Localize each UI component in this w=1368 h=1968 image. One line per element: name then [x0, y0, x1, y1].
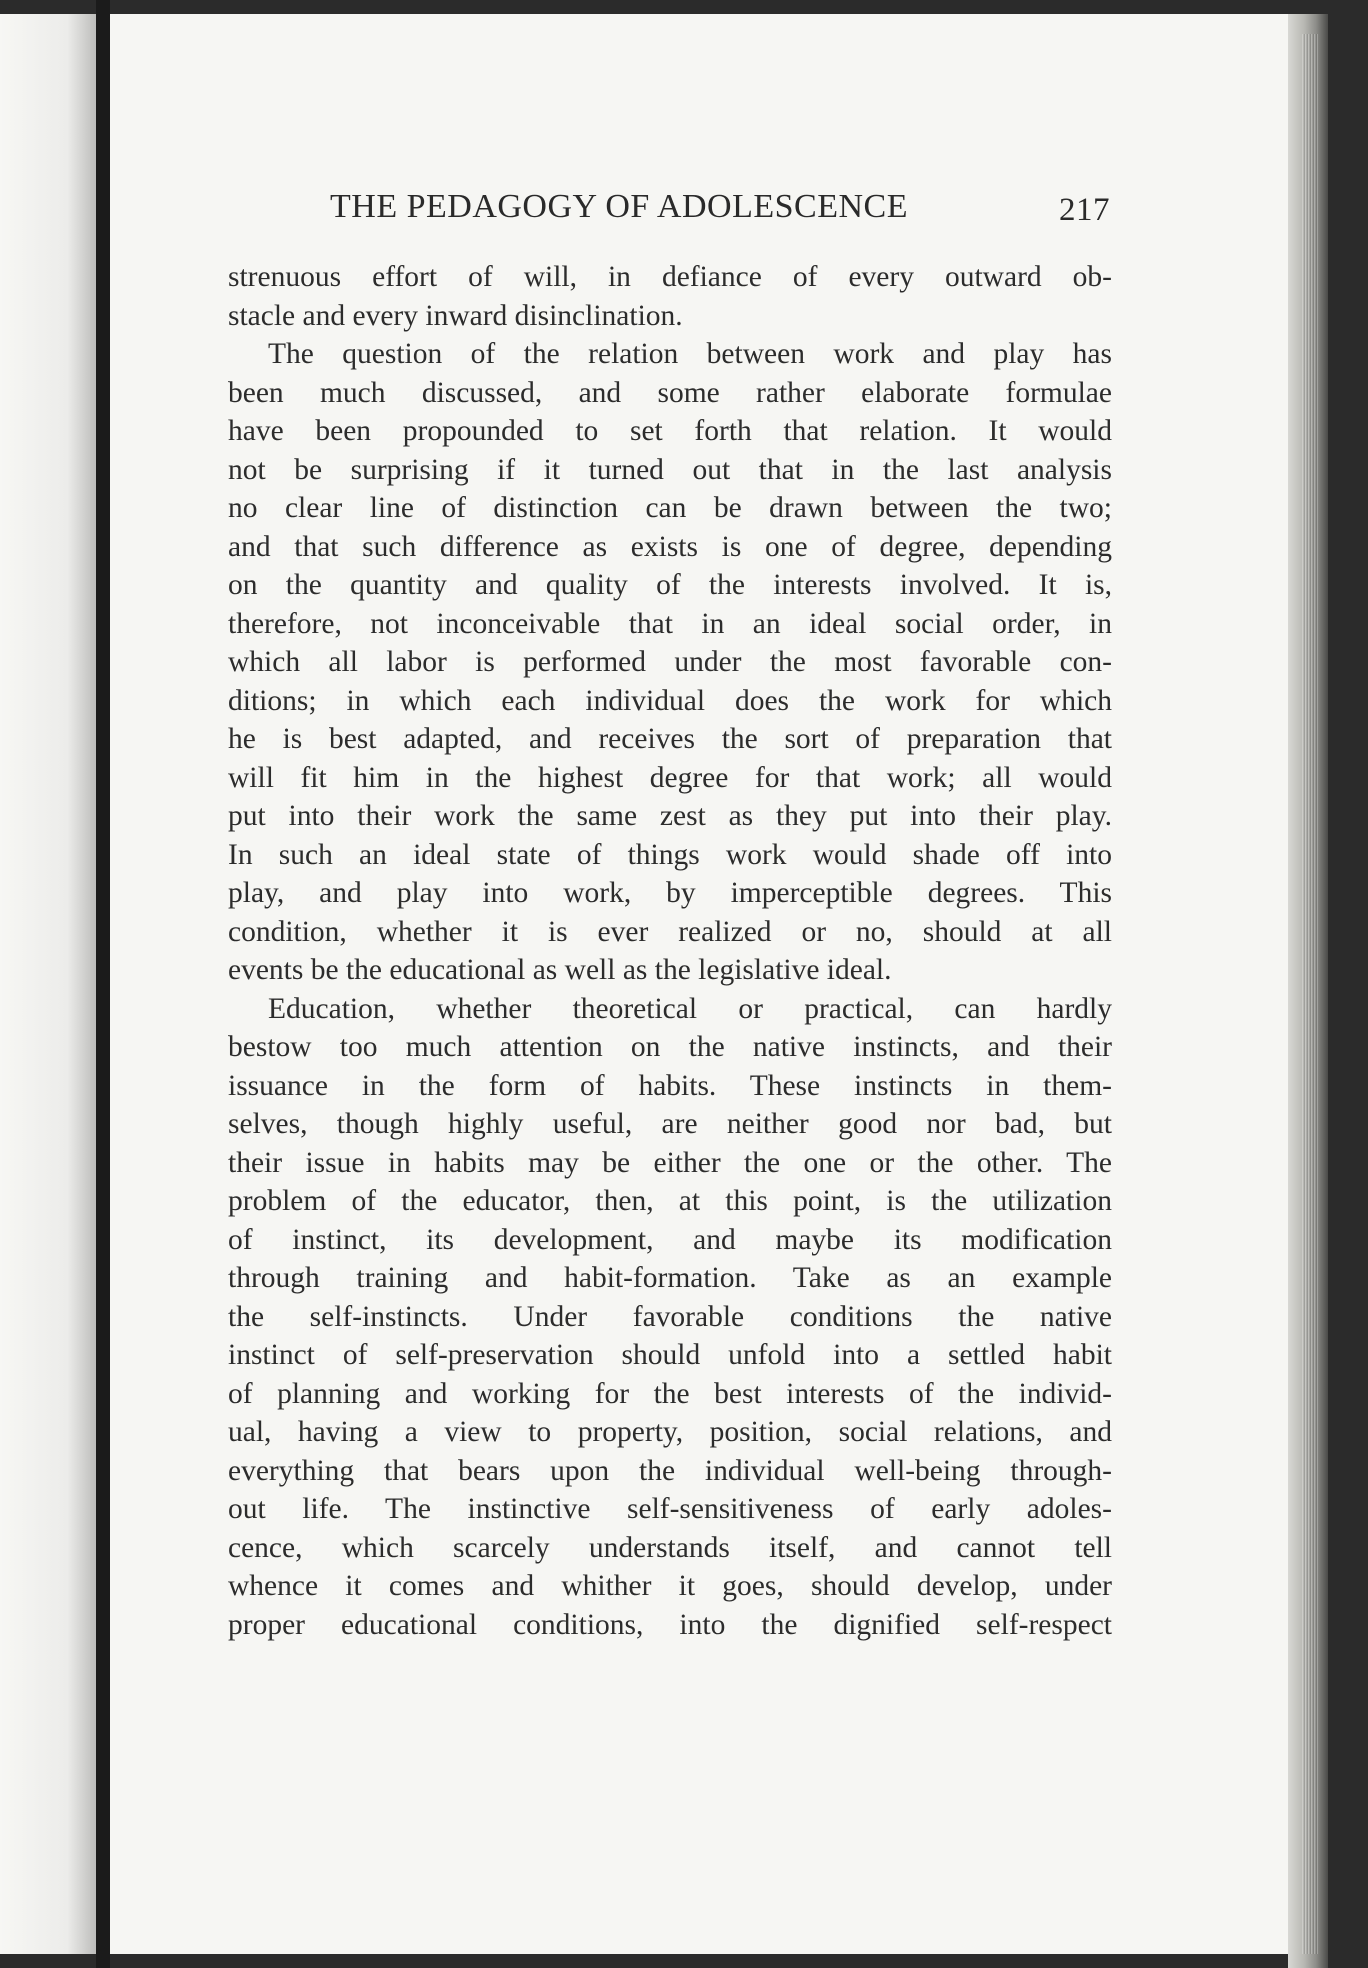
text-line: the self-instincts. Under favorable conditions the native — [228, 1300, 1112, 1333]
text-line: whence it comes and whither it goes, should develop, under — [228, 1570, 1112, 1602]
text-line: out life. The instinctive self-sensitiveness of early adoles- — [228, 1493, 1112, 1525]
text-line: The question of the relation between work and play has — [268, 338, 1112, 370]
left-page-edge — [0, 14, 96, 1954]
text-line: and that such difference as exists is one of degree, depending — [228, 530, 1112, 563]
text-line: problem of the educator, then, at this point, is the utilization — [228, 1185, 1112, 1217]
page-header — [330, 188, 1110, 238]
book-gutter — [96, 0, 110, 1968]
text-line: have been propounded to set forth that relation. It would — [228, 415, 1112, 447]
page-stack-edge — [1288, 14, 1328, 1968]
text-line: through training and habit-formation. Take as an example — [228, 1262, 1112, 1294]
text-line: strenuous effort of will, in defiance of every outward ob- — [228, 261, 1112, 293]
text-line: Education, whether theoretical or practical, can hardly — [268, 992, 1112, 1025]
text-line: issuance in the form of habits. These instincts in them- — [228, 1069, 1112, 1102]
text-line: no clear line of distinction can be drawn between the two; — [228, 492, 1112, 524]
page-stack-lines — [1302, 34, 1318, 1954]
text-line: In such an ideal state of things work would shade off into — [228, 838, 1112, 871]
text-line: on the quantity and quality of the interests involved. It is, — [228, 569, 1112, 601]
text-line: which all labor is performed under the most favorable con- — [228, 646, 1112, 678]
text-line: not be surprising if it turned out that in the last analysis — [228, 453, 1112, 486]
text-line: ual, having a view to property, position, social relations, and — [228, 1416, 1112, 1448]
text-line: play, and play into work, by imperceptible degrees. This — [228, 877, 1112, 909]
body-text — [228, 258, 1112, 1644]
text-line: their issue in habits may be either the one or the other. The — [228, 1146, 1112, 1179]
text-line: selves, though highly useful, are neither good nor bad, but — [228, 1108, 1112, 1140]
running-title: THE PEDAGOGY OF ADOLESCENCE — [330, 188, 908, 225]
text-line: stacle and every inward disinclination. — [228, 299, 683, 332]
text-line: bestow too much attention on the native instincts, and their — [228, 1031, 1112, 1063]
text-line: cence, which scarcely understands itself, and cannot tell — [228, 1531, 1112, 1564]
text-line: ditions; in which each individual does the work for which — [228, 684, 1112, 717]
text-line: condition, whether it is ever realized or no, should at all — [228, 915, 1112, 948]
left-page-shading — [0, 14, 96, 1954]
text-line: proper educational conditions, into the dignified self-respect — [228, 1608, 1112, 1641]
text-line: everything that bears upon the individual well-being through- — [228, 1454, 1112, 1487]
text-line: of instinct, its development, and maybe its modification — [228, 1223, 1112, 1256]
text-line: events be the educational as well as the legislative ideal. — [228, 954, 892, 986]
text-line: been much discussed, and some rather elaborate formulae — [228, 376, 1112, 409]
text-line: put into their work the same zest as they put into their play. — [228, 800, 1112, 832]
page-number: 217 — [1059, 192, 1110, 228]
text-line: will fit him in the highest degree for that work; all would — [228, 761, 1112, 794]
text-line: of planning and working for the best interests of the individ- — [228, 1377, 1112, 1410]
text-line: therefore, not inconceivable that in an ideal social order, in — [228, 607, 1112, 640]
text-line: he is best adapted, and receives the sort of preparation that — [228, 723, 1112, 755]
text-line: instinct of self-preservation should unfold into a settled habit — [228, 1339, 1112, 1371]
